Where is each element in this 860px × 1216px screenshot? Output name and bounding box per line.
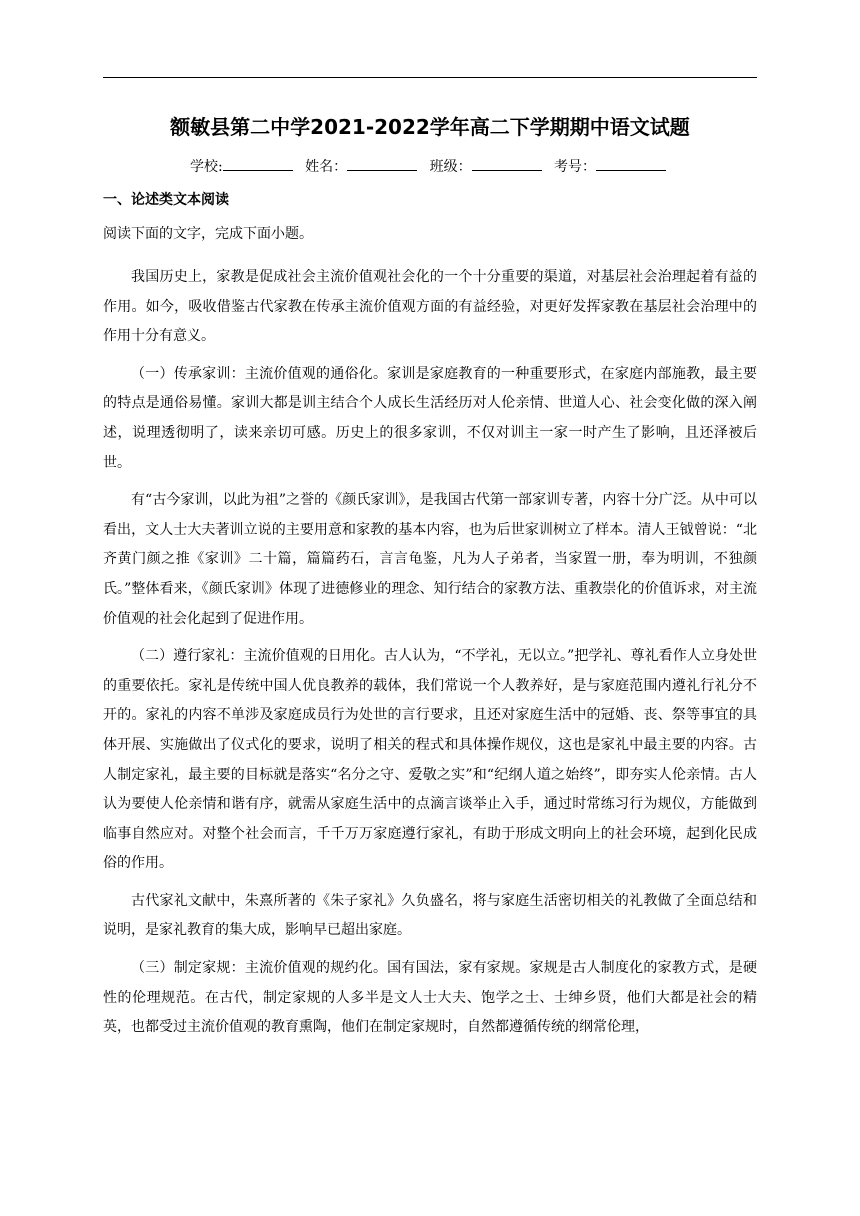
school-blank[interactable] — [223, 156, 293, 171]
class-label: 班级： — [429, 159, 472, 175]
student-info-line — [103, 156, 757, 177]
exam-number-label: 考号： — [554, 159, 597, 175]
header-rule — [103, 77, 757, 78]
class-field — [430, 156, 546, 177]
name-blank[interactable] — [347, 156, 417, 171]
section-heading: 一、论述类文本阅读 — [103, 192, 229, 208]
exam-number-field — [554, 156, 670, 177]
school-field — [190, 156, 297, 177]
page-title: 额敏县第二中学2021-2022学年高二下学期期中语文试题 — [170, 115, 690, 139]
paragraph: 有“古今家训，以此为祖”之誉的《颜氏家训》，是我国古代第一部家训专著，内容十分广泛。从中可以看出，文人士大夫著训立说的主要用意和家教的基本内容，也为后世家训树立了样本。清人王钺曾说：“北齐黄门颜之推《家训》二十篇，篇篇药石，言言龟鉴，凡为人子弟者，当家置一册，奉为明训，不独颜氏。”整体看来，《颜氏家训》体现了进德修业的理念、知行结合的家教方法、重教崇化的价值诉求，对主流价值观的社会化起到了促进作用。 — [103, 492, 757, 627]
paragraph: （二）遵行家礼：主流价值观的日用化。古人认为，“不学礼，无以立。”把学礼、尊礼看作人立身处世的重要依托。家礼是传统中国人优良教养的载体，我们常说一个人教养好，是与家庭范围内遵礼行礼分不开的。家礼的内容不单涉及家庭成员行为处世的言行要求，且还对家庭生活中的冠婚、丧、祭等事宜的具体开展、实施做出了仪式化的要求，说明了相关的程式和具体操作规仪，这也是家礼中最主要的内容。古人制定家礼，最主要的目标就是落实“名分之守、爱敬之实”和“纪纲人道之始终”，即夯实人伦亲情。古人认为要使人伦亲情和谐有序，就需从家庭生活中的点滴言谈举止入手，通过时常练习行为规仪，方能做到临事自然应对。对整个社会而言，千千万万家庭遵行家礼，有助于形成文明向上的社会环境，起到化民成俗的作用。 — [103, 648, 757, 872]
exam-number-blank[interactable] — [596, 156, 666, 171]
name-label: 姓名： — [305, 159, 348, 175]
name-field — [305, 156, 421, 177]
school-label: 学校: — [189, 159, 223, 175]
paragraph: （一）传承家训：主流价值观的通俗化。家训是家庭教育的一种重要形式，在家庭内部施教，最主要的特点是通俗易懂。家训大都是训主结合个人成长生活经历对人伦亲情、世道人心、社会变化做的深入阐述，说理透彻明了，读来亲切可感。历史上的很多家训，不仅对训主一家一时产生了影响，且还泽被后世。 — [103, 365, 757, 471]
instruction-text: 阅读下面的文字，完成下面小题。 — [103, 226, 313, 242]
paragraph: 我国历史上，家教是促成社会主流价值观社会化的一个十分重要的渠道，对基层社会治理起着有益的作用。如今，吸收借鉴古代家教在传承主流价值观方面的有益经验，对更好发挥家教在基层社会治理中的作用十分有意义。 — [103, 269, 757, 345]
reading-passage — [103, 263, 757, 1051]
paragraph: 古代家礼文献中，朱熹所著的《朱子家礼》久负盛名，将与家庭生活密切相关的礼教做了全面总结和说明，是家礼教育的集大成，影响早已超出家庭。 — [103, 892, 757, 939]
class-blank[interactable] — [472, 156, 542, 171]
paragraph: （三）制定家规：主流价值观的规约化。国有国法，家有家规。家规是古人制度化的家教方式，是硬性的伦理规范。在古代，制定家规的人多半是文人士大夫、饱学之士、士绅乡贤，他们大都是社会的精英，也都受过主流价值观的教育熏陶，他们在制定家规时，自然都遵循传统的纲常伦理， — [103, 960, 757, 1036]
